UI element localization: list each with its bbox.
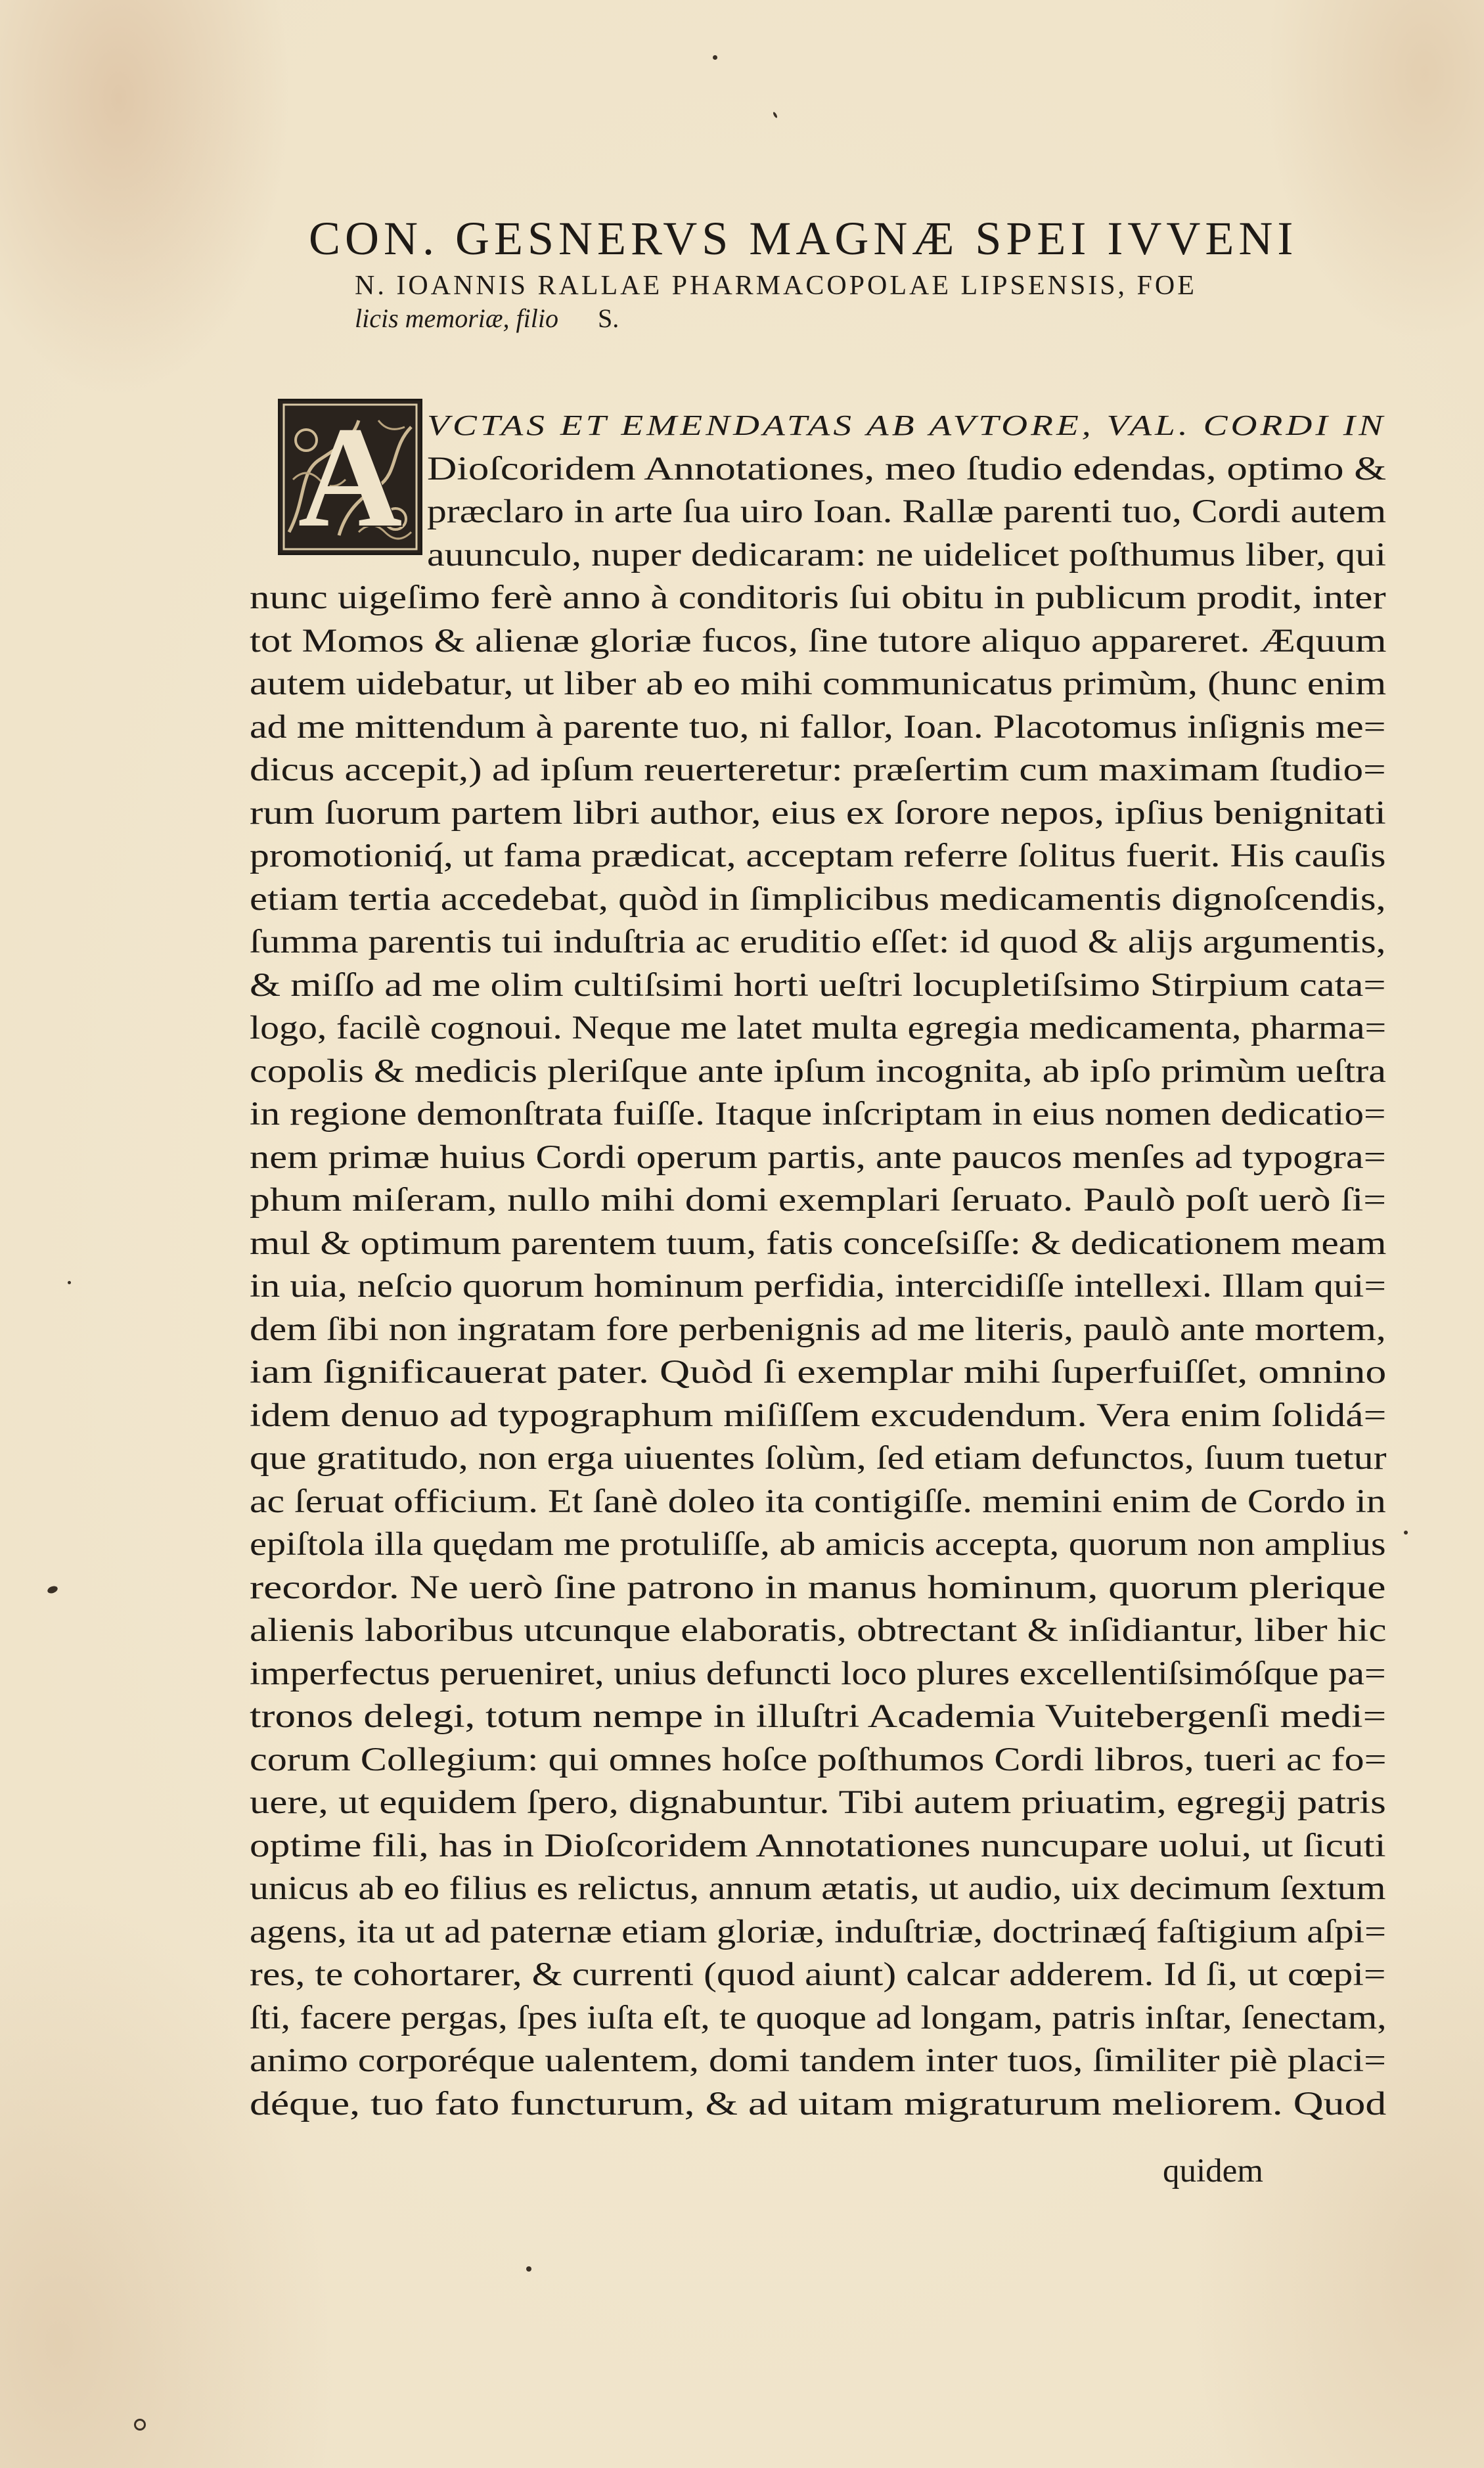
text-line: tronos delegi, totum nempe in illuſtri Academia Vuitebergenſi medi= xyxy=(250,1698,1387,1735)
text-line: Dioſcoridem Annotationes, meo ſtudio edendas, optimo & xyxy=(427,450,1387,487)
text-line: déque, tuo fato functurum, & ad uitam migraturum meliorem. Quod xyxy=(250,2085,1387,2122)
decorated-initial xyxy=(278,399,422,555)
text-line: iam ſignificauerat pater. Quòd ſi exemplar mihi ſuperfuiſſet, omnino xyxy=(250,1354,1387,1391)
ink-speck xyxy=(1404,1531,1408,1535)
text-line: tot Momos & alienæ gloriæ fucos, ſine tutore aliquo appareret. Æquum xyxy=(250,622,1387,660)
text-line: ad me mittendum à parente tuo, ni fallor, Ioan. Placotomus inſignis me= xyxy=(250,708,1386,746)
text-line: VCTAS ET EMENDATAS AB AVTORE, VAL. CORDI IN xyxy=(427,409,1387,441)
text-line: ac ſeruat officium. Et ſanè doleo ita contigiſſe. memini enim de Cordo in xyxy=(250,1483,1386,1520)
initial-letter: A xyxy=(298,399,403,555)
text-line: dicus accepit,) ad ipſum reuerteretur: præſertim cum maximam ſtudio= xyxy=(250,752,1386,788)
text-line: rum ſuorum partem libri author, eius ex ſorore nepos, ipſius benignitati xyxy=(250,794,1386,832)
text-line: agens, ita ut ad paternæ etiam gloriæ, induſtriæ, doctrinæq́ faſtigium aſpi= xyxy=(250,1913,1387,1950)
text-line: & miſſo ad me olim cultiſsimi horti ueſtri locupletiſsimo Stirpium cata= xyxy=(250,966,1386,1004)
text-line: que gratitudo, non erga uiuentes ſolùm, ſed etiam defunctos, ſuum tuetur xyxy=(250,1440,1387,1477)
text-line: phum miſeram, nullo mihi domi exemplari ſeruato. Paulò poſt uerò ſi= xyxy=(250,1182,1387,1219)
text-line: epiſtola illa quędam me protuliſſe, ab amicis accepta, quorum non amplius xyxy=(250,1526,1386,1563)
text-line: imperfectus perueniret, unius defuncti loco plures excellentiſsimóſque pa= xyxy=(250,1655,1386,1692)
text-line: res, te cohortarer, & currenti (quod aiunt) calcar adderem. Id ſi, ut cœpi= xyxy=(250,1956,1386,1993)
ink-speck xyxy=(47,1585,58,1595)
ink-speck xyxy=(68,1281,71,1284)
catchword: quidem xyxy=(1163,2153,1263,2189)
dedication-heading: CON. GESNERVS MAGNÆ SPEI IVVENI xyxy=(309,212,1298,265)
ink-speck xyxy=(773,112,778,119)
text-line: logo, facilè cognoui. Neque me latet multa egregia medicamenta, pharma= xyxy=(250,1010,1387,1046)
text-line: ſumma parentis tui induſtria ac eruditio eſſet: id quod & alijs argumentis, xyxy=(250,924,1386,960)
text-line: autem uidebatur, ut liber ab eo mihi communicatus primùm, (hunc enim xyxy=(250,665,1387,702)
text-line: nunc uigeſimo ferè anno à conditoris ſui obitu in publicum prodit, inter xyxy=(250,579,1386,616)
text-line: recordor. Ne uerò ſine patrono in manus hominum, quorum plerique xyxy=(250,1569,1386,1606)
text-line: dem ſibi non ingratam fore perbenignis ad me literis, paulò ante mortem, xyxy=(250,1311,1386,1348)
dedication-subheading xyxy=(355,268,1380,303)
text-line: auunculo, nuper dedicaram: ne uidelicet poſthumus liber, qui xyxy=(427,536,1387,573)
text-line: idem denuo ad typographum miſiſſem excudendum. Vera enim ſolidá= xyxy=(250,1397,1387,1434)
dedicatee-line: N. IOANNIS RALLAE PHARMACOPOLAE LIPSENSIS, FOE xyxy=(355,271,1197,301)
text-line: optime fili, has in Dioſcoridem Annotationes nuncupare uolui, ut ſicuti xyxy=(250,1827,1386,1864)
text-line: præclaro in arte ſua uiro Ioan. Rallæ parenti tuo, Cordi autem xyxy=(427,493,1387,530)
text-line: uere, ut equidem ſpero, dignabuntur. Tibi autem priuatim, egregij patris xyxy=(250,1784,1386,1821)
ink-speck xyxy=(713,55,717,60)
text-line: in regione demonſtrata fuiſſe. Itaque inſcriptam in eius nomen dedicatio= xyxy=(250,1096,1386,1133)
ink-speck xyxy=(526,2266,531,2272)
text-line: mul & optimum parentem tuum, fatis conceſsiſſe: & dedicationem meam xyxy=(250,1224,1387,1262)
salutation-mark: S. xyxy=(598,303,619,333)
text-line: nem primæ huius Cordi operum partis, ante paucos menſes ad typogra= xyxy=(250,1138,1386,1176)
text-line: unicus ab eo filius es relictus, annum ætatis, ut audio, uix decimum ſextum xyxy=(250,1870,1386,1907)
dedication-subheading-cont xyxy=(355,301,946,336)
dedicatee-line-cont: licis memoriæ, filio xyxy=(355,303,558,333)
text-line: animo corporéque ualentem, domi tandem inter tuos, ſimiliter piè placi= xyxy=(250,2042,1386,2079)
text-line: etiam tertia accedebat, quòd in ſimplicibus medicamentis dignoſcendis, xyxy=(250,880,1386,918)
text-line: copolis & medicis pleriſque ante ipſum incognita, ab ipſo primùm ueſtra xyxy=(250,1052,1386,1090)
text-line: promotioniq́, ut fama prædicat, acceptam referre ſolitus fuerit. His cauſis xyxy=(250,838,1386,874)
ink-speck xyxy=(134,2419,146,2431)
text-line: ſti, facere pergas, ſpes iuſta eſt, te quoque ad longam, patris inſtar, ſenectam, xyxy=(250,1999,1387,2036)
text-line: in uia, neſcio quorum hominum perfidia, intercidiſſe intellexi. Illam qui= xyxy=(250,1268,1386,1305)
text-line: alienis laboribus utcunque elaboratis, obtrectant & inſidiantur, liber hic xyxy=(250,1612,1387,1649)
text-line: corum Collegium: qui omnes hoſce poſthumos Cordi libros, tueri ac fo= xyxy=(250,1741,1387,1778)
